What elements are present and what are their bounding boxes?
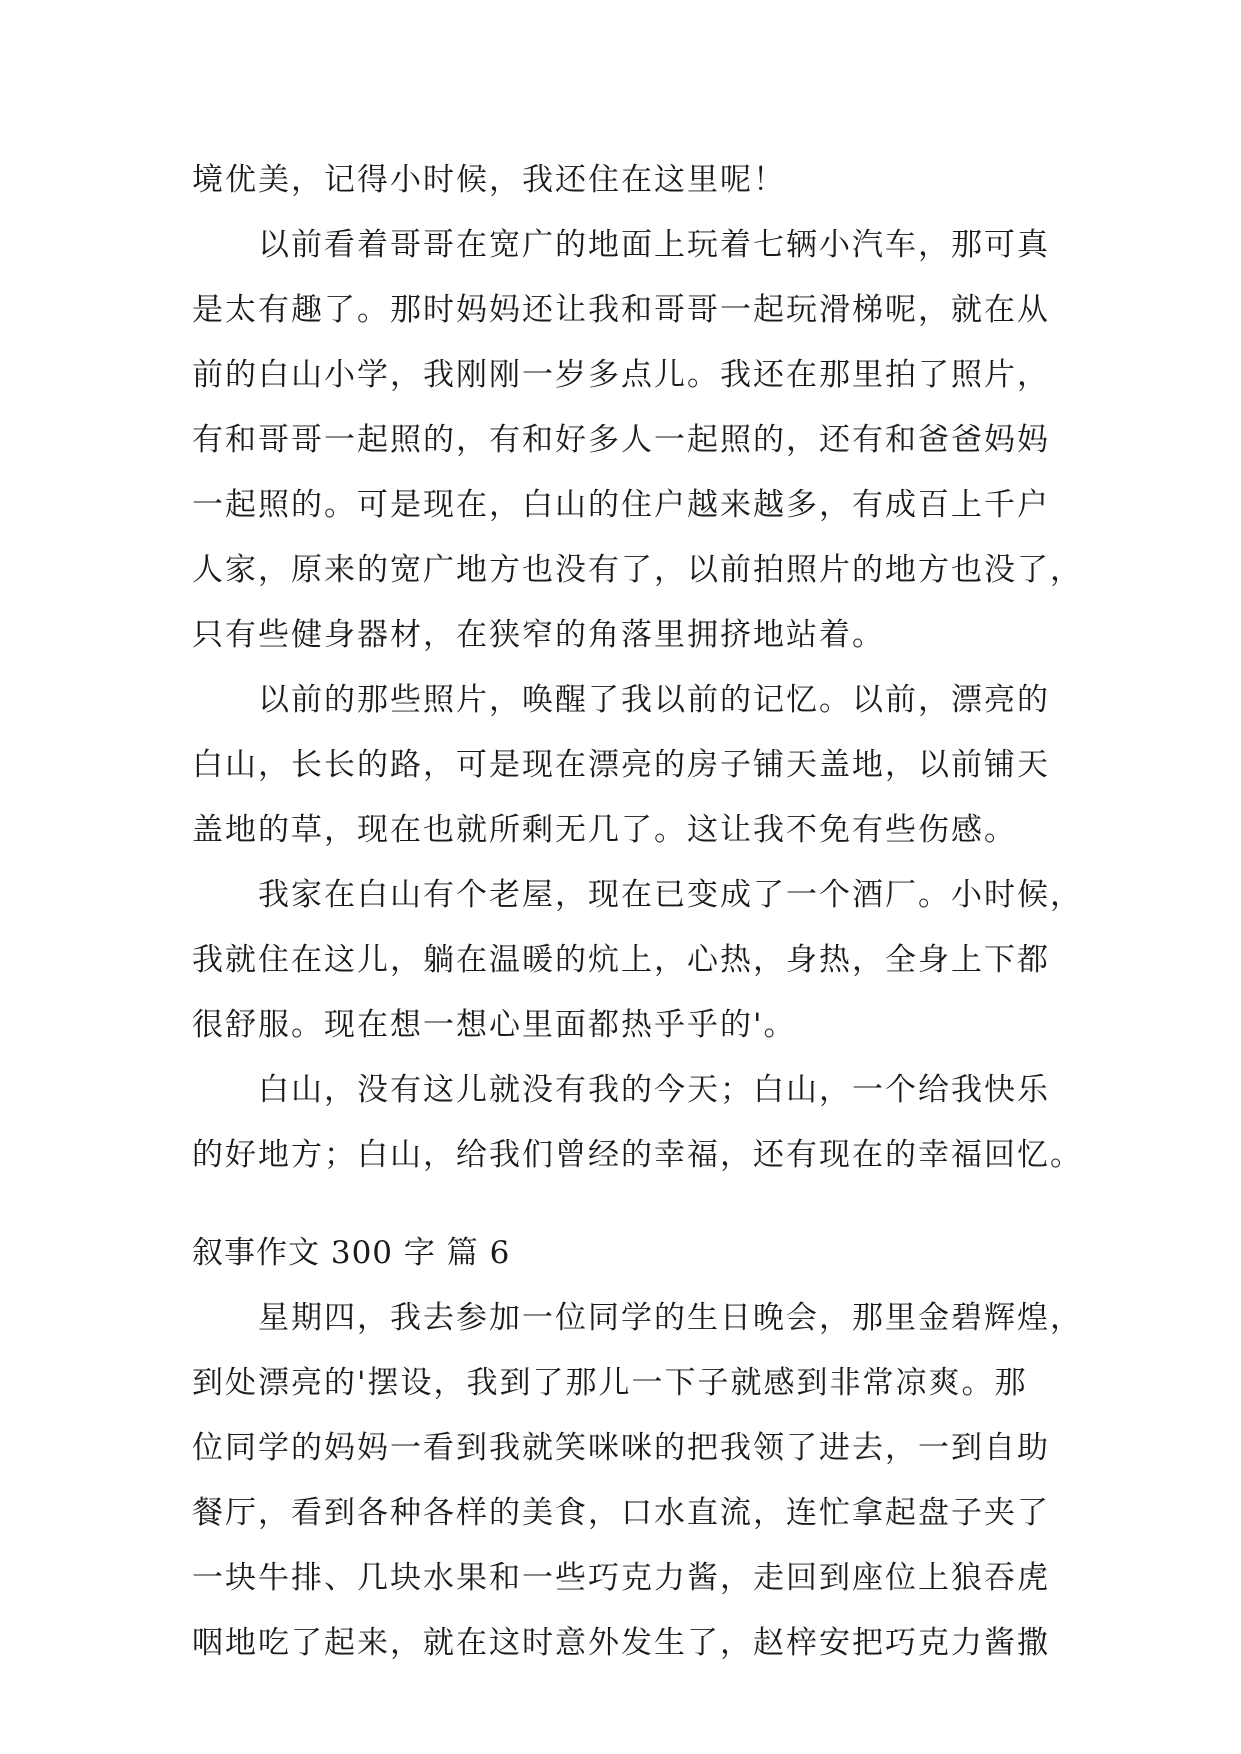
text-line: 咽地吃了起来，就在这时意外发生了，赵梓安把巧克力酱撒 bbox=[192, 1625, 1050, 1661]
text-line: 我就住在这儿，躺在温暖的炕上，心热，身热，全身上下都 bbox=[192, 942, 1050, 978]
text-line: 盖地的草，现在也就所剩无几了。这让我不免有些伤感。 bbox=[192, 812, 1017, 848]
text-line: 白山，长长的路，可是现在漂亮的房子铺天盖地，以前铺天 bbox=[192, 747, 1050, 783]
paragraph-start-line: 我家在白山有个老屋，现在已变成了一个酒厂。小时候， bbox=[258, 877, 1083, 913]
text-line: 一起照的。可是现在，白山的住户越来越多，有成百上千户 bbox=[192, 487, 1050, 523]
text-line: 人家，原来的宽广地方也没有了，以前拍照片的地方也没了， bbox=[192, 552, 1083, 588]
text-line: 一块牛排、几块水果和一些巧克力酱，走回到座位上狼吞虎 bbox=[192, 1560, 1050, 1596]
text-line: 位同学的妈妈一看到我就笑咪咪的把我领了进去，一到自助 bbox=[192, 1430, 1050, 1466]
paragraph-start-line: 以前看着哥哥在宽广的地面上玩着七辆小汽车，那可真 bbox=[258, 227, 1050, 263]
text-line: 很舒服。现在想一想心里面都热乎乎的'。 bbox=[192, 1007, 797, 1043]
paragraph-start-line: 以前的那些照片，唤醒了我以前的记忆。以前，漂亮的 bbox=[258, 682, 1050, 718]
paragraph-start-line: 星期四，我去参加一位同学的生日晚会，那里金碧辉煌， bbox=[258, 1300, 1083, 1336]
section-heading: 叙事作文 300 字 篇 6 bbox=[192, 1235, 511, 1271]
text-line: 的好地方；白山，给我们曾经的幸福，还有现在的幸福回忆。 bbox=[192, 1137, 1083, 1173]
text-line: 境优美，记得小时候，我还住在这里呢！ bbox=[192, 162, 786, 198]
text-line: 是太有趣了。那时妈妈还让我和哥哥一起玩滑梯呢，就在从 bbox=[192, 292, 1050, 328]
paragraph-start-line: 白山，没有这儿就没有我的今天；白山，一个给我快乐 bbox=[258, 1072, 1050, 1108]
text-line: 餐厅，看到各种各样的美食，口水直流，连忙拿起盘子夹了 bbox=[192, 1495, 1050, 1531]
text-line: 到处漂亮的'摆设，我到了那儿一下子就感到非常凉爽。那 bbox=[192, 1365, 1028, 1401]
text-line: 有和哥哥一起照的，有和好多人一起照的，还有和爸爸妈妈 bbox=[192, 422, 1050, 458]
text-line: 只有些健身器材，在狭窄的角落里拥挤地站着。 bbox=[192, 617, 885, 653]
text-line: 前的白山小学，我刚刚一岁多点儿。我还在那里拍了照片， bbox=[192, 357, 1050, 393]
